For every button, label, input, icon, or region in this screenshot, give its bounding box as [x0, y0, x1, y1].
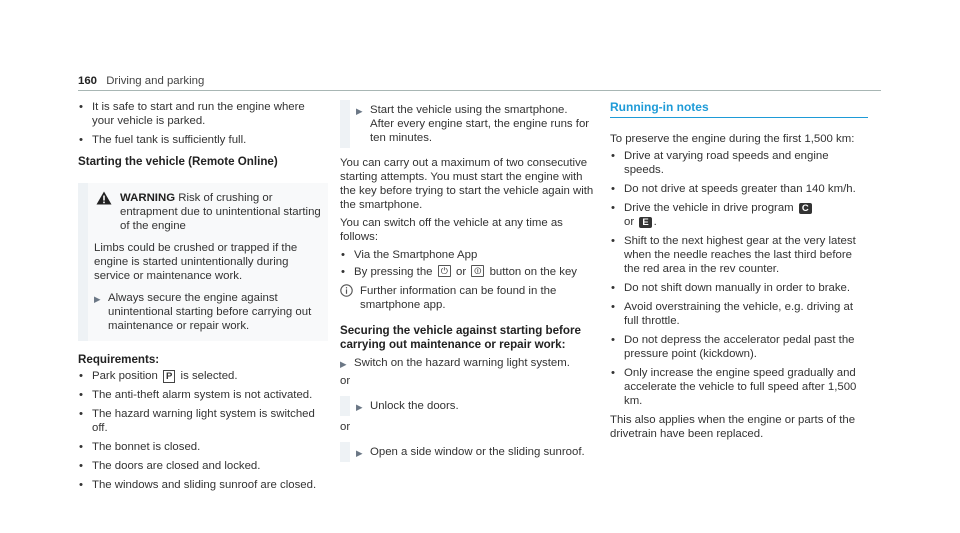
- page-number: 160: [78, 75, 98, 87]
- step: [340, 356, 598, 370]
- header-divider: [78, 90, 881, 91]
- list-item: [340, 265, 598, 279]
- list-item: • The fuel tank is sufficiently full.: [78, 133, 328, 147]
- step-text: Always secure the engine against unintentional starting before carrying out maintenance or repair work.: [108, 292, 312, 332]
- list-item: • Avoid overstraining the vehicle, e.g. driving at full throttle.: [610, 300, 868, 328]
- step-text: Start the vehicle using the smartphone.: [370, 104, 568, 116]
- step-text: Switch on the hazard warning light system.: [354, 357, 570, 369]
- paragraph: To preserve the engine during the first 1,500 km:: [610, 133, 855, 145]
- unlock-button-icon: ⏼: [471, 265, 484, 277]
- bullet-text: By pressing the: [354, 266, 433, 278]
- or-text: or: [340, 375, 351, 387]
- list-item: • The bonnet is closed.: [78, 440, 328, 454]
- warning-label: WARNING: [120, 192, 176, 204]
- bullet-text: button on the key: [489, 266, 577, 278]
- list-item: • The hazard warning light system is switched off.: [78, 407, 328, 435]
- list-item: • The doors are closed and locked.: [78, 459, 328, 473]
- requirements-heading: Requirements:: [78, 353, 160, 366]
- section-heading: Securing the vehicle against starting before carrying out maintenance or repair work:: [340, 324, 581, 351]
- start-step-block: [340, 100, 598, 148]
- page-header: [78, 74, 204, 88]
- lock-button-icon: ⏻: [438, 265, 451, 277]
- section-title: Driving and parking: [106, 75, 205, 87]
- step-arrow-icon: ▶: [356, 106, 363, 116]
- bullet-text: or: [455, 266, 467, 278]
- step: [356, 399, 598, 413]
- step-arrow-icon: ▶: [94, 294, 101, 304]
- warning-box: [78, 183, 328, 341]
- paragraph: This also applies when the engine or parts of the drivetrain have been replaced.: [610, 414, 856, 440]
- req-park-suffix: is selected.: [180, 370, 238, 382]
- warning-body: Limbs could be crushed or trapped if the engine is started unintentionally during service or maintenance work.: [94, 242, 298, 282]
- bullet-text: Drive the vehicle in drive program: [624, 202, 794, 214]
- step-block: [340, 396, 598, 416]
- step: [356, 445, 598, 459]
- step-detail: After every engine start, the engine runs for ten minutes.: [370, 118, 590, 144]
- note-text: Further information can be found in the smartphone app.: [360, 285, 557, 311]
- step-arrow-icon: ▶: [356, 448, 363, 458]
- paragraph: You can switch off the vehicle at any time as follows:: [340, 217, 563, 243]
- list-item: • Do not depress the accelerator pedal past the pressure point (kickdown).: [610, 333, 868, 361]
- section-heading: Starting the vehicle (Remote Online): [78, 155, 278, 168]
- or-text: or: [340, 421, 351, 433]
- list-item: [78, 369, 328, 383]
- list-item: • Shift to the next highest gear at the very latest when the needle reaches the last third before the red area in the rev counter.: [610, 234, 868, 276]
- step-block: [340, 442, 598, 462]
- column-middle: [340, 100, 598, 466]
- warning-step: [94, 291, 322, 333]
- list-item: • The windows and sliding sunroof are closed.: [78, 478, 328, 492]
- warning-title: [94, 191, 322, 233]
- req-park-prefix: Park position: [92, 370, 158, 382]
- list-item: • Via the Smartphone App: [340, 248, 598, 262]
- step-arrow-icon: ▶: [356, 402, 363, 412]
- step-arrow-icon: ▶: [340, 359, 347, 369]
- bullet-text: .: [653, 216, 657, 228]
- list-item: • It is safe to start and run the engine where your vehicle is parked.: [78, 100, 328, 128]
- list-item: • Only increase the engine speed gradually and accelerate the vehicle to full speed after 1,500 km.: [610, 366, 868, 408]
- list-item: • Do not drive at speeds greater than 140 km/h.: [610, 182, 868, 196]
- running-in-title: Running-in notes: [610, 100, 868, 118]
- warning-triangle-icon: [96, 191, 112, 205]
- list-item: [610, 201, 868, 229]
- bullet-text: or: [624, 216, 635, 228]
- paragraph: You can carry out a maximum of two consecutive starting attempts. You must start the engine with the key before trying to start the vehicle again with the smartphone.: [340, 157, 594, 211]
- step: [356, 103, 598, 145]
- drive-program-c-icon: C: [799, 203, 812, 214]
- step-text: Open a side window or the sliding sunroof.: [370, 446, 585, 458]
- column-right: [610, 100, 868, 445]
- info-note: [340, 284, 598, 312]
- park-p-icon: P: [163, 370, 175, 383]
- info-icon: [340, 284, 353, 297]
- warning-title-text: Risk of crushing or entrapment due to unintentional starting of the engine: [120, 192, 321, 232]
- list-item: • The anti-theft alarm system is not activated.: [78, 388, 328, 402]
- drive-program-e-icon: E: [639, 217, 651, 228]
- step-text: Unlock the doors.: [370, 400, 459, 412]
- list-item: • Drive at varying road speeds and engine speeds.: [610, 149, 868, 177]
- column-left: [78, 100, 328, 497]
- list-item: • Do not shift down manually in order to brake.: [610, 281, 868, 295]
